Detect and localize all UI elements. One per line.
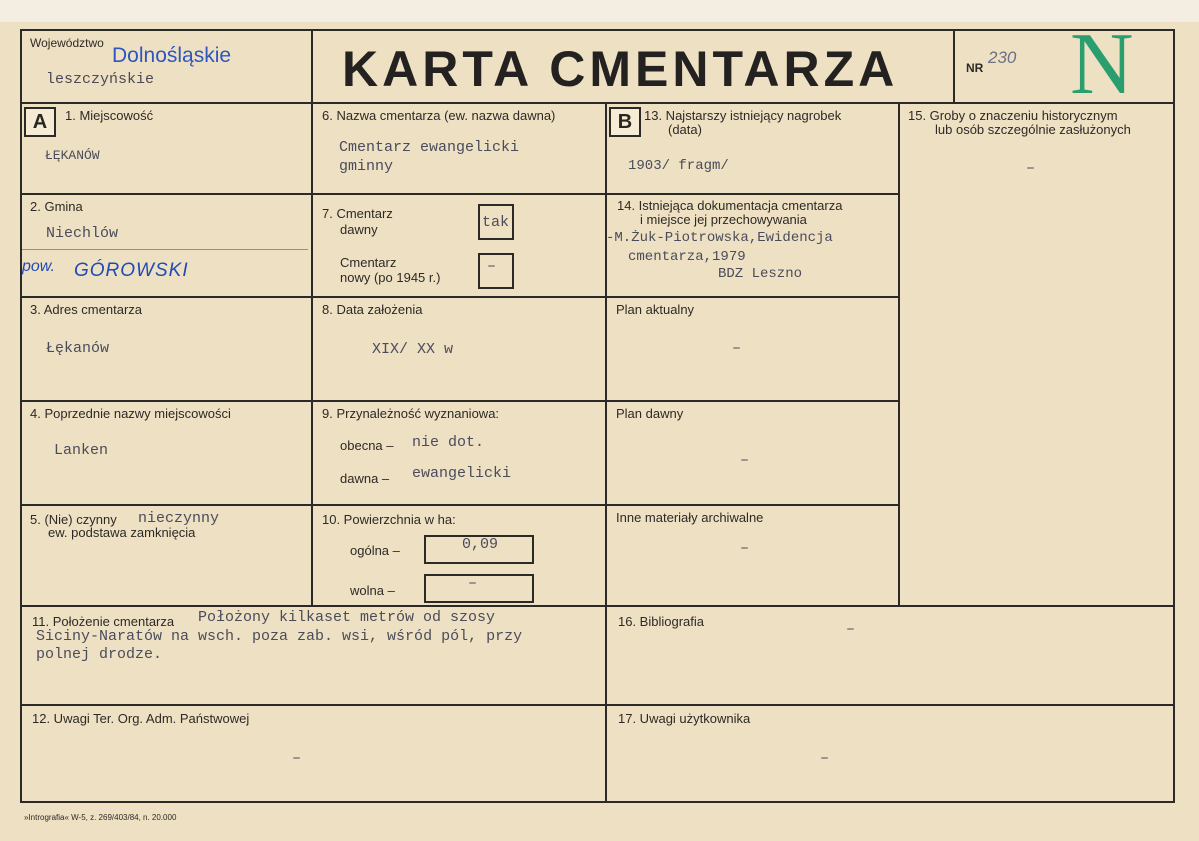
page-title: KARTA CMENTARZA: [342, 41, 899, 97]
stamp-letter-n: N: [1070, 16, 1134, 113]
header-bottom: [20, 102, 1175, 104]
plan-current-label: Plan aktualny: [616, 302, 695, 317]
row-line-4: [20, 504, 312, 506]
row-line-c2-3: [312, 400, 606, 402]
frame-bottom: [20, 801, 1175, 803]
row-line-3: [20, 400, 312, 402]
top-paper-band: [0, 0, 1199, 22]
field-7-label-line2: dawny: [340, 222, 378, 237]
field-14-value-line1: -M.Żuk-Piotrowska,Ewidencja: [606, 230, 833, 246]
field-16-label: 16. Bibliografia: [618, 614, 704, 629]
field-17-value: –: [820, 750, 830, 767]
field-15-label-line2: lub osób szczególnie zasłużonych: [935, 122, 1131, 137]
field-7-new-label: Cmentarz: [340, 255, 397, 270]
divider-col2: [605, 102, 607, 802]
field-8-value: XIX/ XX w: [372, 341, 454, 358]
field-6-value-line2: gminny: [339, 158, 394, 175]
row-line-1: [20, 193, 312, 195]
field-7-new-label-line2: nowy (po 1945 r.): [340, 270, 441, 285]
field-11-value-line1: Położony kilkaset metrów od szosy: [198, 609, 496, 626]
row-line-c3-4: [606, 504, 899, 506]
field-13-label-line2: (data): [668, 122, 702, 137]
field-9-former-label: dawna –: [340, 471, 390, 486]
row-line-2: [20, 296, 312, 298]
wojewodztwo-label: Województwo: [30, 36, 104, 50]
field-1-value: ŁĘKANÓW: [45, 148, 100, 163]
field-2-extra-value: GÓROWSKI: [74, 260, 189, 281]
field-11-value-line3: polnej drodze.: [36, 646, 163, 663]
field-9-current-label: obecna –: [340, 438, 394, 453]
frame-left: [20, 29, 22, 803]
row-line-lower-1: [20, 605, 1175, 607]
gmina-divider: [22, 249, 308, 250]
divider-col3: [898, 102, 900, 606]
row-line-c3-2: [606, 296, 899, 298]
divider-col1: [311, 29, 313, 605]
region-value: leszczyńskie: [46, 71, 155, 88]
nr-label: NR: [966, 61, 984, 75]
field-1-label: 1. Miejscowość: [65, 108, 154, 123]
field-14-label: 14. Istniejąca dokumentacja cmentarza: [617, 198, 843, 213]
field-13-value: 1903/ fragm/: [628, 158, 729, 174]
field-13-label: 13. Najstarszy istniejący nagrobek: [644, 108, 842, 123]
field-2-label: 2. Gmina: [30, 199, 83, 214]
field-15-value: –: [1026, 160, 1036, 177]
field-14-value-line3: BDZ Leszno: [718, 266, 803, 282]
row-line-c2-1: [312, 193, 606, 195]
field-10-free-box: [424, 574, 534, 603]
nr-value: 230: [988, 48, 1017, 67]
archives-value: –: [740, 540, 750, 557]
field-10-free-value: –: [468, 575, 478, 592]
plan-former-label: Plan dawny: [616, 406, 684, 421]
field-5-label-line2: ew. podstawa zamknięcia: [48, 525, 196, 540]
row-line-c3-3: [606, 400, 899, 402]
field-10-total-value: 0,09: [462, 536, 499, 553]
field-7-old-value: tak: [482, 214, 510, 231]
field-15-label: 15. Groby o znaczeniu historycznym: [908, 108, 1118, 123]
field-9-former-value: ewangelicki: [412, 465, 512, 482]
field-7-new-value: –: [487, 258, 497, 275]
frame-top: [20, 29, 1175, 31]
archives-label: Inne materiały archiwalne: [616, 510, 764, 525]
field-12-label: 12. Uwagi Ter. Org. Adm. Państwowej: [32, 711, 250, 726]
divider-nr: [953, 29, 955, 103]
section-a-box: A: [24, 107, 56, 137]
field-5-value: nieczynny: [138, 510, 220, 527]
field-14-value-line2: cmentarza,1979: [628, 249, 746, 265]
section-b-box: B: [609, 107, 641, 137]
field-14-label-line2: i miejsce jej przechowywania: [640, 212, 807, 227]
row-line-lower-2: [20, 704, 1175, 706]
row-line-c2-2: [312, 296, 606, 298]
field-8-label: 8. Data założenia: [322, 302, 423, 317]
row-line-c2-4: [312, 504, 606, 506]
field-11-label: 11. Położenie cmentarza: [32, 614, 175, 629]
field-11-value-line2: Siciny-Naratów na wsch. poza zab. wsi, wśród pól, przy: [36, 628, 523, 645]
print-footer: »Intrografia« W-5, z. 269/403/84, n. 20.000: [24, 813, 177, 822]
plan-current-value: –: [732, 340, 742, 357]
field-9-current-value: nie dot.: [412, 434, 485, 451]
field-10-free-label: wolna –: [350, 583, 395, 598]
field-4-value: Lanken: [54, 442, 109, 459]
field-2-extra-prefix: pow.: [22, 258, 55, 275]
field-16-value: –: [846, 621, 856, 638]
field-7-label: 7. Cmentarz: [322, 206, 393, 221]
field-3-value: Łękanów: [46, 340, 110, 357]
field-6-value-line1: Cmentarz ewangelicki: [339, 139, 520, 156]
plan-former-value: –: [740, 452, 750, 469]
wojewodztwo-value: Dolnośląskie: [112, 44, 232, 67]
field-6-label: 6. Nazwa cmentarza (ew. nazwa dawna): [322, 108, 556, 123]
field-4-label: 4. Poprzednie nazwy miejscowości: [30, 406, 231, 421]
field-10-label: 10. Powierzchnia w ha:: [322, 512, 456, 527]
field-12-value: –: [292, 750, 302, 767]
field-5-label: 5. (Nie) czynny: [30, 512, 117, 527]
field-2-value: Niechlów: [46, 225, 119, 242]
field-3-label: 3. Adres cmentarza: [30, 302, 142, 317]
field-9-label: 9. Przynależność wyznaniowa:: [322, 406, 500, 421]
frame-right: [1173, 29, 1175, 803]
field-10-total-label: ogólna –: [350, 543, 400, 558]
field-17-label: 17. Uwagi użytkownika: [618, 711, 751, 726]
row-line-c3-1: [606, 193, 899, 195]
